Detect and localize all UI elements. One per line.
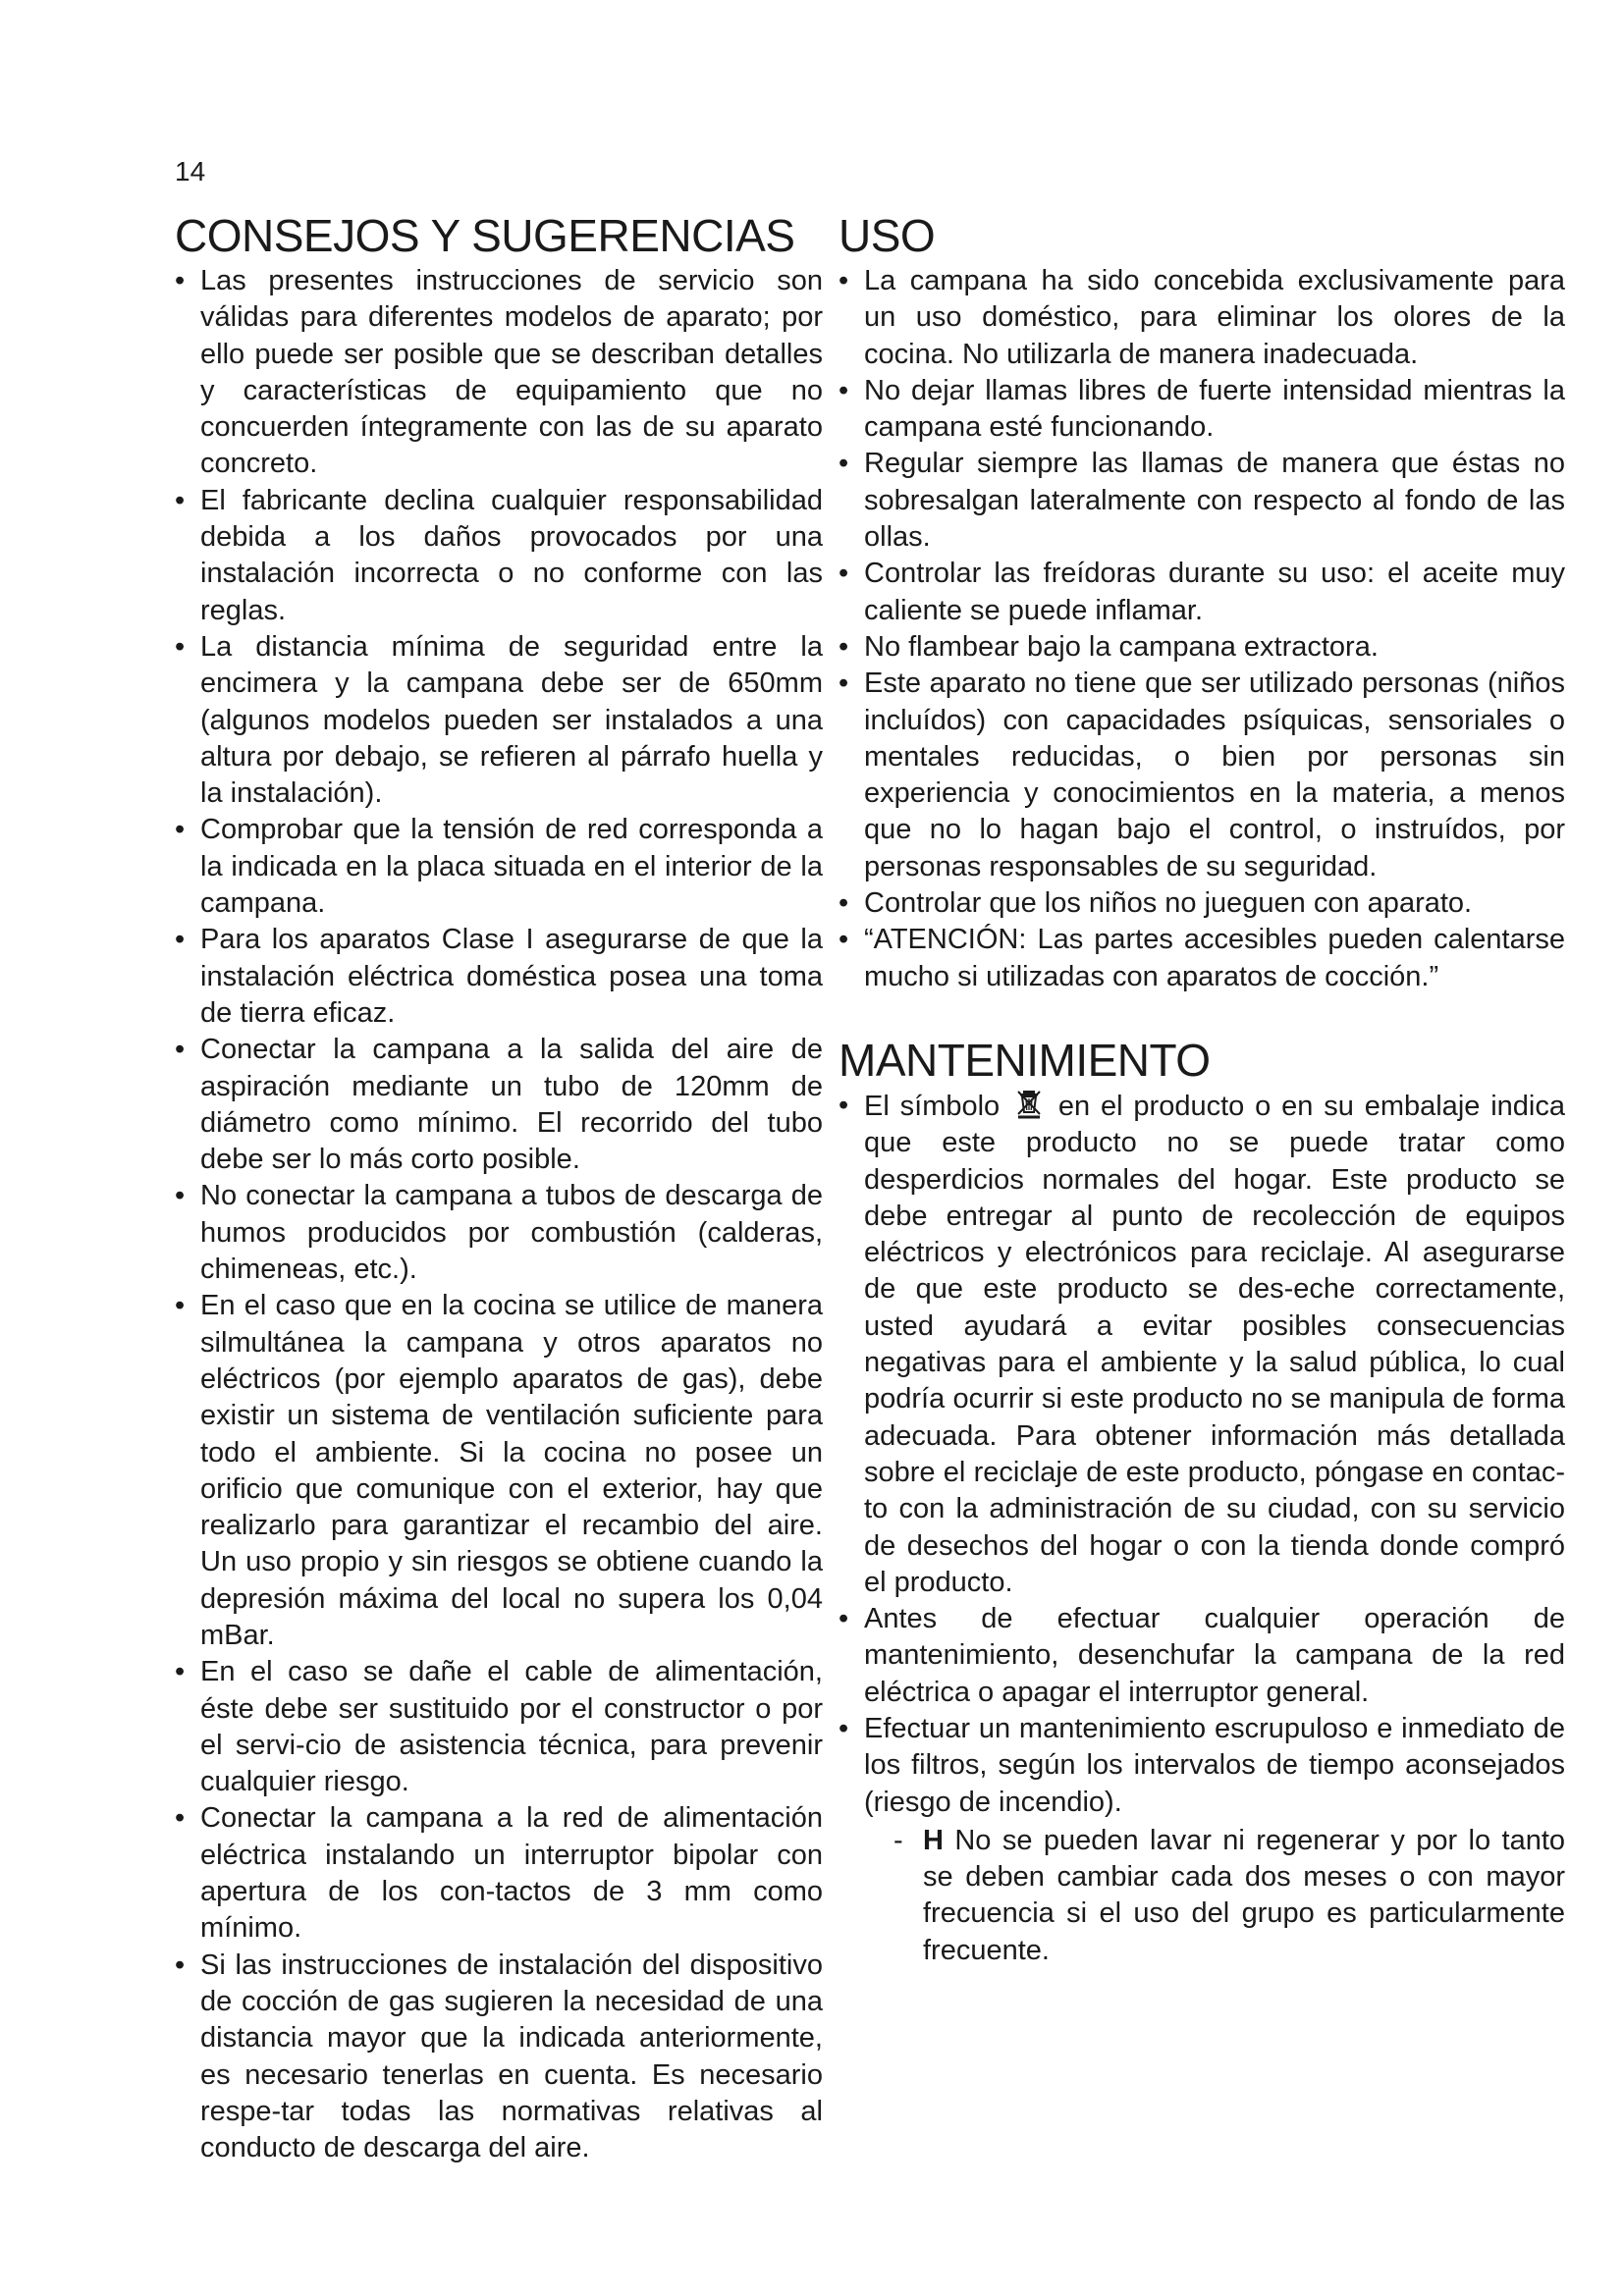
bullet-icon: • bbox=[839, 1603, 849, 1635]
list-item: • En el caso que en la cocina se utilice de manera silmultánea la campana y otros aparatos no eléctricos (por ejemplo aparatos de gas), debe existir un sistema de ventilación suficiente para todo el ambiente. Si la cocina no posee un orificio que comunique con el exterior, hay que realizarlo para garantizar el recambio del aire. Un uso propio y sin riesgos se obtiene cuando la depresión máxima del local no supera los 0,04 mBar. bbox=[175, 1290, 823, 1651]
list-item: • Efectuar un mantenimiento escrupuloso e inmediato de los filtros, según los intervalos de tiempo aconsejados (riesgo de incendio). - H No se pueden lavar ni regenerar y por lo tanto se deben cambiar cada dos meses o con mayor frecuencia si el uso del grupo es particularmente frecuente. bbox=[839, 1711, 1565, 1969]
bullet-icon: • bbox=[175, 630, 186, 663]
list-item: • No conectar la campana a tubos de descarga de humos producidos por combustión (calderas, chimeneas, etc.). bbox=[175, 1180, 823, 1286]
bullet-icon: • bbox=[839, 1712, 849, 1744]
dash-marker: - bbox=[893, 1824, 903, 1856]
bullet-icon: • bbox=[175, 1949, 186, 1981]
bullet-icon: • bbox=[839, 667, 849, 700]
bullet-icon: • bbox=[175, 1180, 186, 1212]
list-item: • “ATENCIÓN: Las partes accesibles pueden calentarse mucho si utilizadas con aparatos de cocción.” bbox=[839, 924, 1565, 992]
left-column bbox=[175, 208, 823, 2166]
list-item: • Regular siempre las llamas de manera que éstas no sobresalgan lateralmente con respecto al fondo de las ollas. bbox=[839, 448, 1565, 554]
list-item: • Controlar las freídoras durante su uso: el aceite muy caliente se puede inflamar. bbox=[839, 558, 1565, 626]
bullet-icon: • bbox=[839, 374, 849, 406]
list-item: • Las presentes instrucciones de servicio son válidas para diferentes modelos de aparato; por ello puede ser posible que se describan detalles y características de equipamiento que no concuerden íntegramente con las de su aparato concreto. bbox=[175, 265, 823, 480]
section-title-consejos: CONSEJOS Y SUGERENCIAS bbox=[175, 210, 795, 261]
bullet-icon: • bbox=[839, 630, 849, 663]
list-item: • Para los aparatos Clase I asegurarse de que la instalación eléctrica doméstica posea una toma de tierra eficaz. bbox=[175, 924, 823, 1029]
crossed-bin-icon bbox=[1014, 1088, 1044, 1119]
bullet-icon: • bbox=[175, 1290, 186, 1322]
section-title-uso: USO bbox=[839, 210, 936, 261]
uso-list bbox=[839, 263, 1565, 995]
list-item: • En el caso se dañe el cable de alimentación, éste debe ser sustituido por el constructor o por el servi-cio de asistencia técnica, para prevenir cualquier riesgo. bbox=[175, 1656, 823, 1798]
list-item: • Conectar la campana a la salida del aire de aspiración mediante un tubo de 120mm de diámetro como mínimo. El recorrido del tubo debe ser lo más corto posible. bbox=[175, 1034, 823, 1176]
bullet-icon: • bbox=[839, 448, 849, 480]
list-item: • Controlar que los niños no jueguen con aparato. bbox=[839, 885, 1565, 922]
list-item: • Este aparato no tiene que ser utilizado personas (niños incluídos) con capacidades psíquicas, sensoriales o mentales reducidas, o bien por personas sin experiencia y conocimientos en la materia, a menos que no lo hagan bajo el control, o instruídos, por personas responsables de su seguridad. bbox=[839, 667, 1565, 882]
bullet-icon: • bbox=[839, 558, 849, 590]
list-item: • Si las instrucciones de instalación del dispositivo de cocción de gas sugieren la necesidad de una distancia mayor que la indicada anteriormente, es necesario tenerlas en cuenta. Es necesario respe-tar todas las normativas relativas al conducto de descarga del aire. bbox=[175, 1949, 823, 2164]
bullet-icon: • bbox=[175, 814, 186, 846]
filter-label: H bbox=[923, 1824, 944, 1856]
bullet-icon: • bbox=[175, 1802, 186, 1835]
list-item: • El fabricante declina cualquier responsabilidad debida a los daños provocados por una instalación incorrecta o no conforme con las reglas. bbox=[175, 484, 823, 626]
bullet-icon: • bbox=[839, 265, 849, 296]
page-number: 14 bbox=[175, 156, 206, 187]
sub-list-item: - H No se pueden lavar ni regenerar y por lo tanto se deben cambiar cada dos meses o con mayor frecuencia si el uso del grupo es particularmente frecuente. bbox=[893, 1824, 1566, 1966]
list-item: • La distancia mínima de seguridad entre la encimera y la campana debe ser de 650mm (algunos modelos pueden ser instalados a una altura por debajo, se refieren al párrafo huella y la instalación). bbox=[175, 630, 823, 810]
mantenimiento-list bbox=[839, 1088, 1565, 1969]
bullet-icon: • bbox=[839, 887, 849, 920]
bullet-icon: • bbox=[839, 924, 849, 956]
bullet-icon: • bbox=[175, 1656, 186, 1688]
section-title-mantenimiento: MANTENIMIENTO bbox=[839, 1034, 1211, 1086]
bullet-icon: • bbox=[175, 265, 186, 296]
list-item: • Antes de efectuar cualquier operación de mantenimiento, desenchufar la campana de la red eléctrica o apagar el interruptor general. bbox=[839, 1603, 1565, 1708]
right-column bbox=[839, 208, 1565, 1969]
list-item: • No flambear bajo la campana extractora. bbox=[839, 629, 1565, 666]
list-item: • Comprobar que la tensión de red corresponda a la indicada en la placa situada en el interior de la campana. bbox=[175, 814, 823, 920]
list-item-weee-symbol: • El símbolo en el producto o en su embalaje indica que este producto no se puede tratar como desperdicios normales del hogar. Este producto se debe entregar al punto de recolección de equipos eléctricos y electrónicos para reciclaje. Al asegurarse de que este producto se des-eche correctamente, usted ayudará a evitar posibles consecuencias negativas para el ambiente y la salud pública, lo cual podría ocurrir si este producto no se manipula de forma adecuada. Para obtener información más detallada sobre el reciclaje de este producto, póngase en contac-to con la administración de su ciudad, con su servicio de desechos del hogar o con la tienda donde compró el producto. bbox=[839, 1089, 1566, 1598]
list-item: • No dejar llamas libres de fuerte intensidad mientras la campana esté funcionando. bbox=[839, 374, 1565, 444]
bullet-icon: • bbox=[839, 1089, 849, 1121]
bullet-icon: • bbox=[175, 924, 186, 956]
bullet-icon: • bbox=[175, 484, 186, 516]
filter-sub-list bbox=[864, 1823, 1565, 1969]
list-item: • La campana ha sido concebida exclusivamente para un uso doméstico, para eliminar los olores de la cocina. No utilizarla de manera inadecuada. bbox=[839, 265, 1565, 370]
bullet-icon: • bbox=[175, 1034, 186, 1066]
consejos-list bbox=[175, 263, 823, 2166]
list-item: • Conectar la campana a la red de alimentación eléctrica instalando un interruptor bipolar con apertura de los con-tactos de 3 mm como mínimo. bbox=[175, 1802, 823, 1945]
